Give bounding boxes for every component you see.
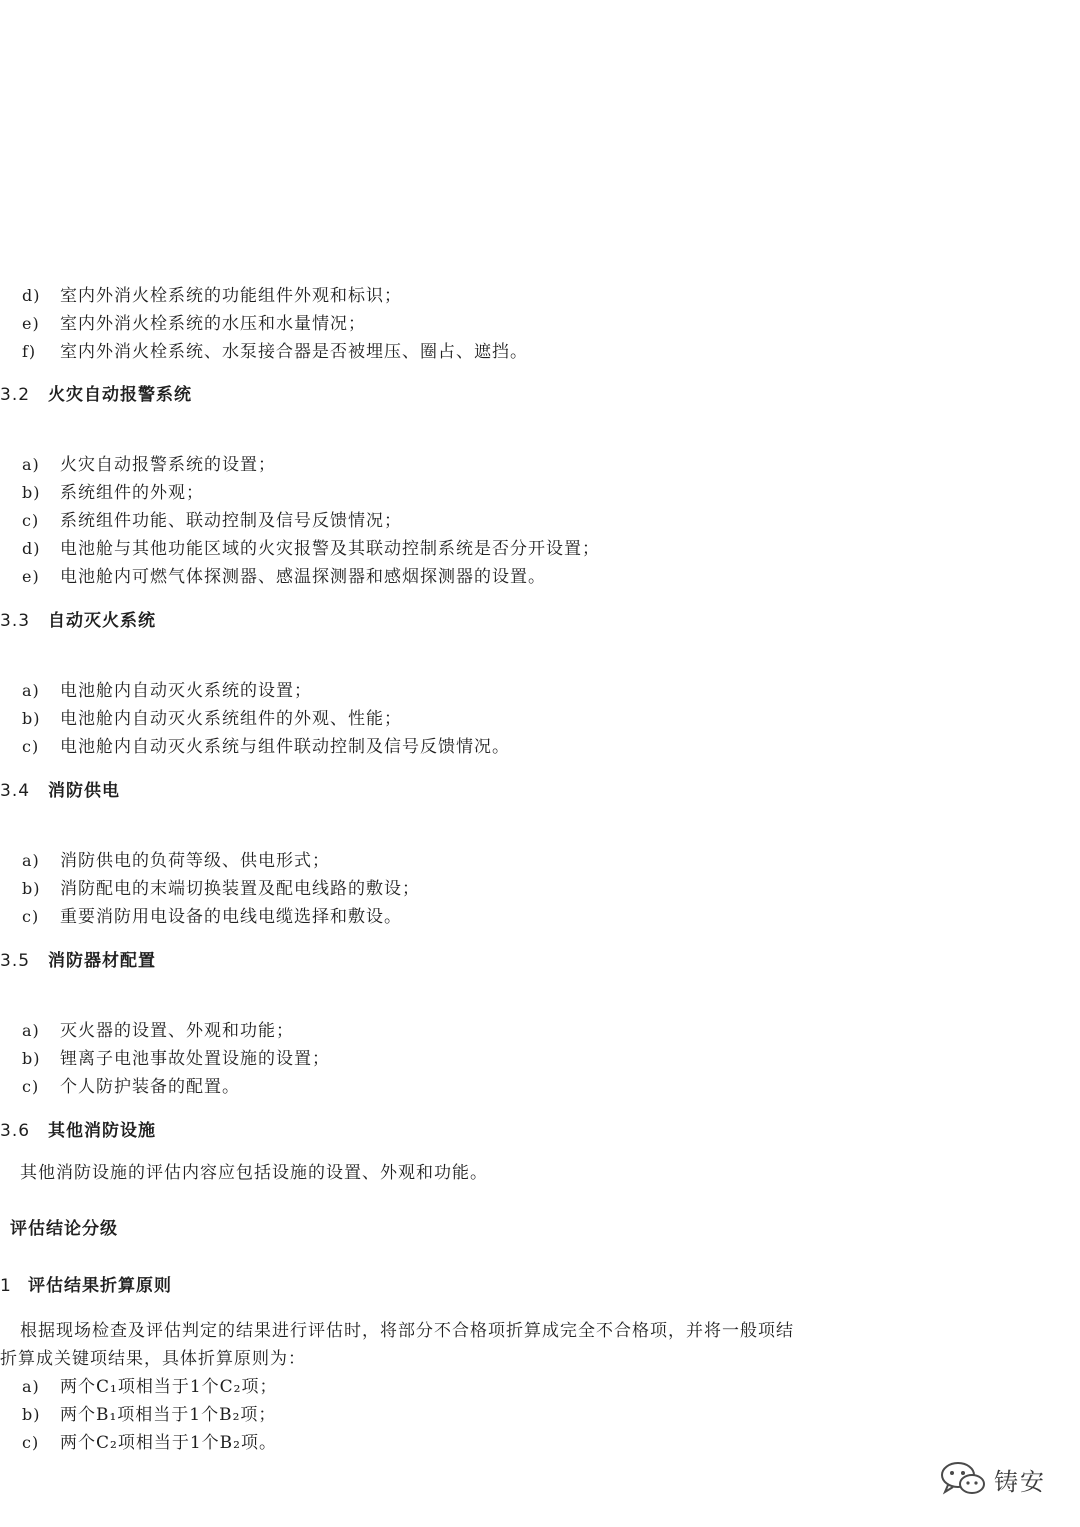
item-marker: b) <box>22 483 41 502</box>
item-text: 电池舱内自动灭火系统组件的外观、性能； <box>60 709 402 729</box>
item-marker: c) <box>22 1433 40 1452</box>
item-text: 室内外消火栓系统、水泵接合器是否被埋压、圈占、遮挡。 <box>60 342 528 362</box>
item-marker: b) <box>22 879 41 898</box>
item-marker: c) <box>22 1077 40 1096</box>
section-number: 3.3 <box>0 611 31 631</box>
paragraph: 其他消防设施的评估内容应包括设施的设置、外观和功能。 <box>20 1163 488 1183</box>
item-marker: f) <box>22 342 37 361</box>
section-title: 消防供电 <box>48 781 120 801</box>
item-text: 室内外消火栓系统的水压和水量情况； <box>60 314 366 334</box>
item-marker: c) <box>22 907 40 926</box>
item-marker: a) <box>22 681 40 700</box>
item-text: 室内外消火栓系统的功能组件外观和标识； <box>60 286 402 306</box>
item-text: 系统组件功能、联动控制及信号反馈情况； <box>60 511 402 531</box>
item-text: 两个C₁项相当于1个C₂项； <box>60 1377 278 1397</box>
item-marker: a) <box>22 851 40 870</box>
item-text: 两个C₂项相当于1个B₂项。 <box>60 1433 277 1453</box>
item-marker: b) <box>22 1049 41 1068</box>
item-marker: e) <box>22 314 40 333</box>
section-number: 3.6 <box>0 1121 31 1141</box>
item-marker: d) <box>22 286 41 305</box>
item-text: 个人防护装备的配置。 <box>60 1077 240 1097</box>
watermark <box>938 1458 1058 1498</box>
item-text: 电池舱内自动灭火系统与组件联动控制及信号反馈情况。 <box>60 737 510 757</box>
section-number: 3.5 <box>0 951 31 971</box>
item-marker: d) <box>22 539 41 558</box>
item-marker: a) <box>22 1021 40 1040</box>
item-text: 电池舱内自动灭火系统的设置； <box>60 681 312 701</box>
item-marker: b) <box>22 709 41 728</box>
item-marker: a) <box>22 455 40 474</box>
item-text: 灭火器的设置、外观和功能； <box>60 1021 294 1041</box>
paragraph: 根据现场检查及评估判定的结果进行评估时，将部分不合格项折算成完全不合格项，并将一般项结 <box>20 1321 794 1341</box>
item-text: 消防供电的负荷等级、供电形式； <box>60 851 330 871</box>
item-text: 重要消防用电设备的电线电缆选择和敷设。 <box>60 907 402 927</box>
section-title: 自动灭火系统 <box>48 611 156 631</box>
chapter-title: 评估结论分级 <box>10 1219 118 1239</box>
item-text: 两个B₁项相当于1个B₂项； <box>60 1405 277 1425</box>
section-title: 火灾自动报警系统 <box>48 385 192 405</box>
item-text: 火灾自动报警系统的设置； <box>60 455 276 475</box>
item-marker: b) <box>22 1405 41 1424</box>
item-marker: c) <box>22 737 40 756</box>
item-text: 电池舱与其他功能区域的火灾报警及其联动控制系统是否分开设置； <box>60 539 600 559</box>
section-title: 评估结果折算原则 <box>28 1276 172 1296</box>
item-text: 系统组件的外观； <box>60 483 204 503</box>
wechat-icon <box>938 1458 990 1498</box>
section-number: 3.4 <box>0 781 31 801</box>
item-text: 电池舱内可燃气体探测器、感温探测器和感烟探测器的设置。 <box>60 567 546 587</box>
item-text: 消防配电的末端切换装置及配电线路的敷设； <box>60 879 420 899</box>
section-title: 其他消防设施 <box>48 1121 156 1141</box>
watermark-text: 铸安 <box>994 1468 1046 1496</box>
item-text: 锂离子电池事故处置设施的设置； <box>60 1049 330 1069</box>
paragraph: 折算成关键项结果，具体折算原则为： <box>0 1349 306 1369</box>
item-marker: c) <box>22 511 40 530</box>
section-number: 3.2 <box>0 385 31 405</box>
item-marker: a) <box>22 1377 40 1396</box>
section-title: 消防器材配置 <box>48 951 156 971</box>
section-number: 1 <box>0 1276 12 1296</box>
item-marker: e) <box>22 567 40 586</box>
